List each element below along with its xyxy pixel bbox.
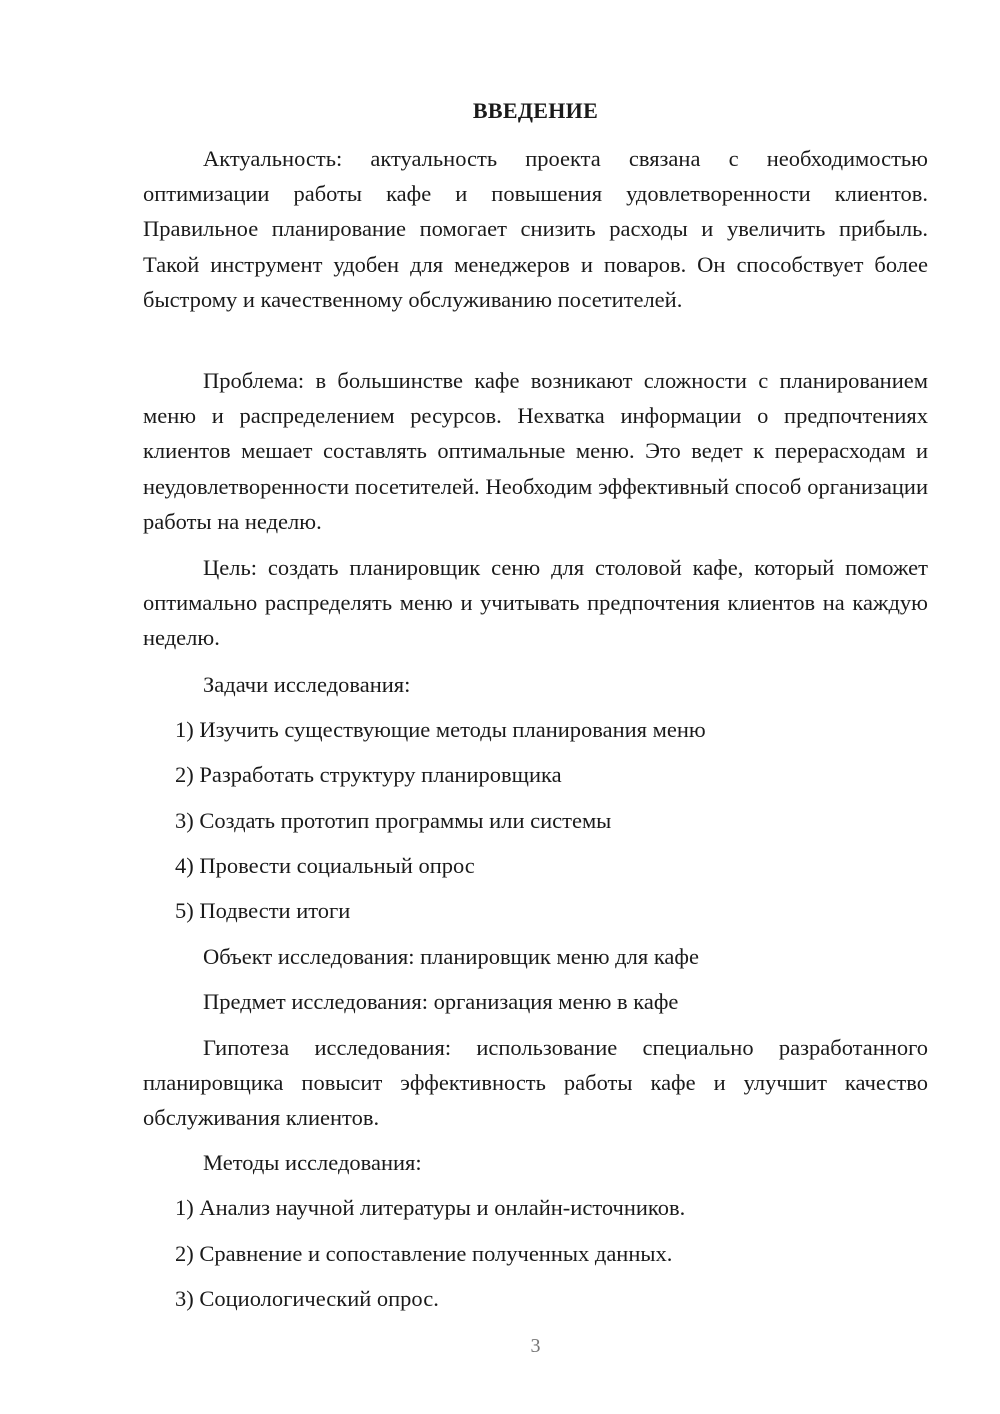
task-item-2: 2) Разработать структуру планировщика [175, 762, 562, 787]
paragraph-goal: Цель: создать планировщик сеню для столовой кафе, который поможет оптимально распределять меню и учитывать предпочтения клиентов на каждую неделю. [143, 555, 928, 651]
section-heading: ВВЕДЕНИЕ [472, 98, 599, 123]
paragraph-relevance: Актуальность: актуальность проекта связана с необходимостью оптимизации работы кафе и повышения удовлетворенности клиентов. Правильное планирование помогает снизить расходы и увеличить прибыль. Такой инструмент удобен для менеджеров и поваров. Он способствует более быстрому и качественному обслуживанию посетителей. [143, 146, 928, 312]
paragraph-hypothesis: Гипотеза исследования: использование специально разработанного планировщика повысит эффективность работы кафе и улучшит качество обслуживания клиентов. [143, 1035, 928, 1131]
tasks-title: Задачи исследования: [203, 672, 411, 697]
task-item-5: 5) Подвести итоги [175, 898, 351, 923]
task-item-1: 1) Изучить существующие методы планирования меню [175, 717, 706, 742]
method-item-1: 1) Анализ научной литературы и онлайн-источников. [175, 1195, 686, 1220]
page-number: 3 [530, 1335, 541, 1357]
research-subject: Предмет исследования: организация меню в кафе [203, 989, 679, 1014]
method-item-3: 3) Социологический опрос. [175, 1286, 439, 1311]
methods-title: Методы исследования: [203, 1150, 422, 1175]
research-object: Объект исследования: планировщик меню для кафе [203, 944, 699, 969]
task-item-4: 4) Провести социальный опрос [175, 853, 475, 878]
paragraph-problem: Проблема: в большинстве кафе возникают сложности с планированием меню и распределением ресурсов. Нехватка информации о предпочтениях клиентов мешает составлять оптимальные меню. Это ведет к перерасходам и неудовлетворенности посетителей. Необходим эффективный способ организации работы на неделю. [143, 368, 928, 534]
method-item-2: 2) Сравнение и сопоставление полученных данных. [175, 1241, 673, 1266]
task-item-3: 3) Создать прототип программы или системы [175, 808, 612, 833]
